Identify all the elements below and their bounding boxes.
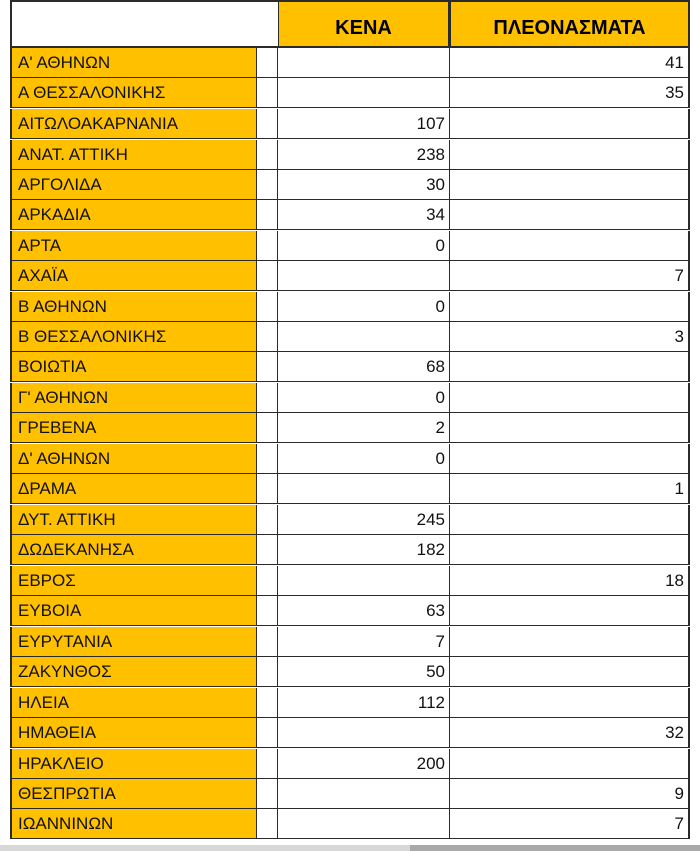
row-gap-cell: [257, 231, 278, 261]
table-row: [0, 505, 700, 535]
row-gap-cell: [257, 383, 278, 413]
row-kena-cell[interactable]: 63: [278, 596, 450, 626]
row-name-cell[interactable]: ΑΝΑΤ. ΑΤΤΙΚΗ: [10, 140, 257, 170]
table-row: [0, 383, 700, 413]
row-pleonasmata-cell[interactable]: [450, 413, 690, 443]
row-name-cell[interactable]: ΑΡΚΑΔΙΑ: [10, 200, 257, 230]
table-row: [0, 352, 700, 382]
row-kena-cell[interactable]: [278, 48, 450, 78]
table-row: [0, 413, 700, 443]
header-gap-cell: [257, 0, 278, 48]
row-kena-cell[interactable]: 0: [278, 292, 450, 322]
row-gap-cell: [257, 444, 278, 474]
row-gap-cell: [257, 352, 278, 382]
row-name-cell[interactable]: Α' ΑΘΗΝΩΝ: [10, 48, 257, 78]
row-gap-cell: [257, 474, 278, 504]
row-pleonasmata-cell[interactable]: [450, 535, 690, 565]
row-pleonasmata-cell[interactable]: 18: [450, 566, 690, 596]
row-gap-cell: [257, 109, 278, 139]
table-row: [0, 140, 700, 170]
row-pleonasmata-cell[interactable]: 7: [450, 809, 690, 839]
row-gap-cell: [257, 292, 278, 322]
row-name-cell[interactable]: ΓΡΕΒΕΝΑ: [10, 413, 257, 443]
table-row: [0, 688, 700, 718]
row-pleonasmata-cell[interactable]: [450, 749, 690, 779]
row-pleonasmata-cell[interactable]: [450, 505, 690, 535]
table-row: [0, 170, 700, 200]
table-row: [0, 657, 700, 687]
table-row: [0, 48, 700, 78]
row-gap-cell: [257, 596, 278, 626]
row-gap-cell: [257, 413, 278, 443]
row-pleonasmata-cell[interactable]: 1: [450, 474, 690, 504]
row-kena-cell[interactable]: 107: [278, 109, 450, 139]
table-row: [0, 261, 700, 291]
row-gap-cell: [257, 809, 278, 839]
row-gap-cell: [257, 48, 278, 78]
row-kena-cell[interactable]: [278, 322, 450, 352]
row-gap-cell: [257, 322, 278, 352]
row-gap-cell: [257, 200, 278, 230]
table-row: [0, 596, 700, 626]
row-gap-cell: [257, 505, 278, 535]
row-gap-cell: [257, 627, 278, 657]
row-name-cell[interactable]: ΑΡΤΑ: [10, 231, 257, 261]
row-gap-cell: [257, 718, 278, 748]
row-kena-cell[interactable]: [278, 261, 450, 291]
table-row: [0, 322, 700, 352]
row-pleonasmata-cell[interactable]: 35: [450, 78, 690, 108]
row-kena-cell[interactable]: 245: [278, 505, 450, 535]
row-kena-cell[interactable]: 30: [278, 170, 450, 200]
row-gap-cell: [257, 566, 278, 596]
row-gap-cell: [257, 170, 278, 200]
row-pleonasmata-cell[interactable]: [450, 200, 690, 230]
row-kena-cell[interactable]: 112: [278, 688, 450, 718]
row-name-cell[interactable]: ΑΡΓΟΛΙΔΑ: [10, 170, 257, 200]
row-kena-cell[interactable]: 68: [278, 352, 450, 382]
row-pleonasmata-cell[interactable]: 3: [450, 322, 690, 352]
row-name-cell[interactable]: ΕΒΡΟΣ: [10, 566, 257, 596]
row-name-cell[interactable]: ΙΩΑΝΝΙΝΩΝ: [10, 809, 257, 839]
row-name-cell[interactable]: ΔΥΤ. ΑΤΤΙΚΗ: [10, 505, 257, 535]
row-name-cell[interactable]: ΗΡΑΚΛΕΙΟ: [10, 749, 257, 779]
table-row: [0, 535, 700, 565]
table-row: [0, 109, 700, 139]
row-gap-cell: [257, 261, 278, 291]
row-pleonasmata-cell[interactable]: 7: [450, 261, 690, 291]
row-kena-cell[interactable]: 7: [278, 627, 450, 657]
row-name-cell[interactable]: Β ΑΘΗΝΩΝ: [10, 292, 257, 322]
row-kena-cell[interactable]: 182: [278, 535, 450, 565]
row-name-cell[interactable]: Γ' ΑΘΗΝΩΝ: [10, 383, 257, 413]
row-pleonasmata-cell[interactable]: [450, 383, 690, 413]
header-kena[interactable]: ΚΕΝΑ: [278, 0, 450, 48]
row-name-cell[interactable]: ΔΩΔΕΚΑΝΗΣΑ: [10, 535, 257, 565]
row-kena-cell[interactable]: [278, 78, 450, 108]
row-kena-cell[interactable]: 34: [278, 200, 450, 230]
row-name-cell[interactable]: ΖΑΚΥΝΘΟΣ: [10, 657, 257, 687]
row-gap-cell: [257, 78, 278, 108]
table-row: [0, 718, 700, 748]
header-blank-cell[interactable]: [10, 0, 257, 48]
row-kena-cell[interactable]: [278, 474, 450, 504]
row-gap-cell: [257, 749, 278, 779]
row-pleonasmata-cell[interactable]: [450, 170, 690, 200]
row-name-cell[interactable]: ΕΥΒΟΙΑ: [10, 596, 257, 626]
row-gap-cell: [257, 535, 278, 565]
row-kena-cell[interactable]: 238: [278, 140, 450, 170]
row-pleonasmata-cell[interactable]: [450, 109, 690, 139]
table-row: [0, 809, 700, 839]
row-name-cell[interactable]: ΗΜΑΘΕΙΑ: [10, 718, 257, 748]
row-name-cell[interactable]: ΑΙΤΩΛΟΑΚΑΡΝΑΝΙΑ: [10, 109, 257, 139]
row-pleonasmata-cell[interactable]: [450, 657, 690, 687]
row-pleonasmata-cell[interactable]: [450, 444, 690, 474]
row-pleonasmata-cell[interactable]: [450, 231, 690, 261]
row-kena-cell[interactable]: 200: [278, 749, 450, 779]
row-name-cell[interactable]: ΕΥΡΥΤΑΝΙΑ: [10, 627, 257, 657]
table-row: [0, 474, 700, 504]
row-gap-cell: [257, 688, 278, 718]
row-kena-cell[interactable]: 0: [278, 231, 450, 261]
row-kena-cell[interactable]: [278, 718, 450, 748]
table-row: [0, 78, 700, 108]
row-name-cell[interactable]: ΒΟΙΩΤΙΑ: [10, 352, 257, 382]
table-row: [0, 749, 700, 779]
row-pleonasmata-cell[interactable]: [450, 352, 690, 382]
row-kena-cell[interactable]: 0: [278, 444, 450, 474]
row-gap-cell: [257, 140, 278, 170]
row-name-cell[interactable]: ΗΛΕΙΑ: [10, 688, 257, 718]
row-pleonasmata-cell[interactable]: [450, 596, 690, 626]
row-name-cell[interactable]: Α ΘΕΣΣΑΛΟΝΙΚΗΣ: [10, 78, 257, 108]
table-row: [0, 779, 700, 809]
row-pleonasmata-cell[interactable]: 41: [450, 48, 690, 78]
row-pleonasmata-cell[interactable]: [450, 140, 690, 170]
row-gap-cell: [257, 779, 278, 809]
row-kena-cell[interactable]: [278, 566, 450, 596]
row-name-cell[interactable]: ΘΕΣΠΡΩΤΙΑ: [10, 779, 257, 809]
row-kena-cell[interactable]: 0: [278, 383, 450, 413]
row-pleonasmata-cell[interactable]: 32: [450, 718, 690, 748]
row-name-cell[interactable]: ΑΧΑΪΑ: [10, 261, 257, 291]
row-name-cell[interactable]: ΔΡΑΜΑ: [10, 474, 257, 504]
row-pleonasmata-cell[interactable]: [450, 627, 690, 657]
table-row: [0, 292, 700, 322]
row-name-cell[interactable]: Β ΘΕΣΣΑΛΟΝΙΚΗΣ: [10, 322, 257, 352]
row-kena-cell[interactable]: [278, 809, 450, 839]
scroll-thumb[interactable]: [410, 845, 700, 851]
table-row: [0, 627, 700, 657]
header-pleonasmata[interactable]: ΠΛΕΟΝΑΣΜΑΤΑ: [450, 0, 690, 48]
row-pleonasmata-cell[interactable]: 9: [450, 779, 690, 809]
table-row: [0, 444, 700, 474]
header-row: [0, 0, 700, 48]
table-row: [0, 200, 700, 230]
table-row: [0, 566, 700, 596]
row-gap-cell: [257, 657, 278, 687]
horizontal-scrollbar[interactable]: [0, 845, 700, 851]
row-kena-cell[interactable]: [278, 779, 450, 809]
row-kena-cell[interactable]: 2: [278, 413, 450, 443]
row-pleonasmata-cell[interactable]: [450, 292, 690, 322]
table-row: [0, 231, 700, 261]
row-pleonasmata-cell[interactable]: [450, 688, 690, 718]
row-name-cell[interactable]: Δ' ΑΘΗΝΩΝ: [10, 444, 257, 474]
row-kena-cell[interactable]: 50: [278, 657, 450, 687]
